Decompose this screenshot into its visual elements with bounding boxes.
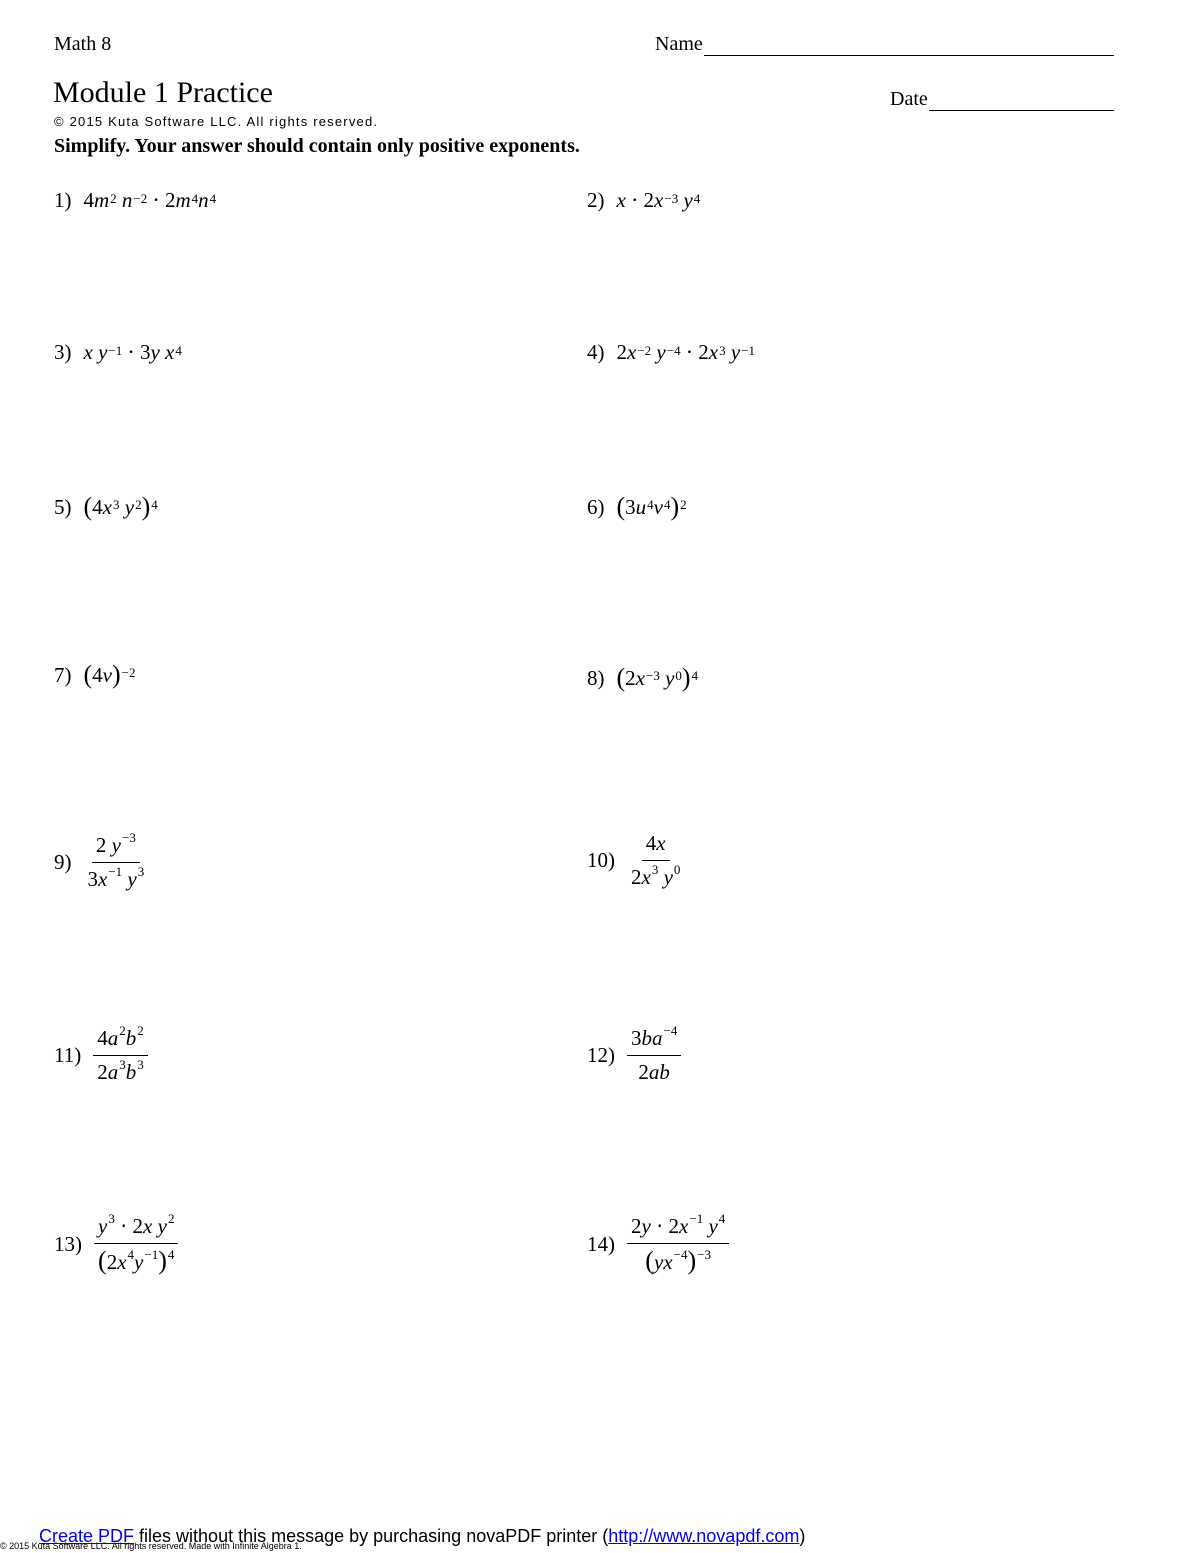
problem-10 bbox=[587, 829, 684, 892]
problem-expression: ( 4 x $^3$ y $^2$ ) $^4$ bbox=[83, 492, 158, 521]
name-blank-line[interactable] bbox=[704, 35, 1114, 56]
problem-1 bbox=[54, 188, 216, 213]
numerator: $3ba^{-4}$ bbox=[627, 1024, 681, 1056]
numerator: $4a^2b^2$ bbox=[93, 1024, 148, 1056]
copyright-notice: © 2015 Kuta Software LLC. All rights reserved. bbox=[54, 114, 379, 129]
name-field[interactable] bbox=[655, 33, 1114, 56]
numerator: $y^3 \cdot 2x$ $y^2$ bbox=[94, 1212, 178, 1244]
instructions: Simplify. Your answer should contain only positive exponents. bbox=[54, 135, 580, 157]
fraction bbox=[627, 829, 684, 892]
footer bbox=[0, 1522, 1200, 1553]
problem-expression: x ⋅ 2 x $^{-3}$ y $^4$ bbox=[616, 188, 701, 212]
novapdf-text: files without this message by purchasing novaPDF printer ( bbox=[134, 1526, 609, 1546]
novapdf-message bbox=[39, 1526, 805, 1547]
problem-number: 14) bbox=[587, 1232, 615, 1256]
date-field[interactable] bbox=[890, 88, 1114, 111]
worksheet-title: Module 1 Practice bbox=[53, 76, 273, 109]
fraction bbox=[94, 1212, 178, 1277]
denominator: 2ab bbox=[638, 1060, 670, 1084]
denominator: $2a^3b^3$ bbox=[97, 1057, 144, 1084]
novapdf-closing: ) bbox=[799, 1526, 806, 1546]
fraction bbox=[84, 831, 149, 894]
problem-expression: ( 3 u $^4$ v $^4$ ) $^2$ bbox=[616, 492, 687, 521]
numerator: 4x bbox=[642, 829, 670, 861]
problem-number: 13) bbox=[54, 1232, 82, 1256]
denominator: $2x^3$ $y^0$ bbox=[631, 862, 681, 889]
problem-3 bbox=[54, 340, 182, 365]
date-blank-line[interactable] bbox=[929, 90, 1114, 111]
problem-14 bbox=[587, 1212, 729, 1277]
denominator: $3x^{-1}$ $y^3$ bbox=[87, 864, 145, 891]
course-label: Math 8 bbox=[54, 33, 112, 55]
problem-expression: 4 m $^2$ n $^{-2}$ ⋅ 2 m $^4$ n $^4$ bbox=[83, 188, 217, 212]
problem-13 bbox=[54, 1212, 178, 1277]
problem-number: 7) bbox=[54, 662, 72, 687]
problem-number: 5) bbox=[54, 494, 72, 519]
fraction bbox=[627, 1212, 729, 1277]
date-label: Date bbox=[890, 88, 928, 110]
problem-expression: x y $^{-1}$ ⋅ 3 y x $^4$ bbox=[83, 340, 182, 364]
create-pdf-link[interactable]: Create PDF bbox=[39, 1526, 135, 1546]
denominator: $(2x^4y^{-1})^4$ bbox=[98, 1246, 175, 1275]
problem-expression: ( 2 x $^{-3}$ y $^0$ ) $^4$ bbox=[616, 663, 699, 692]
fraction bbox=[93, 1024, 148, 1087]
problem-number: 6) bbox=[587, 494, 605, 519]
problem-number: 9) bbox=[54, 850, 72, 874]
problem-number: 3) bbox=[54, 340, 72, 364]
problem-11 bbox=[54, 1024, 148, 1087]
problem-number: 11) bbox=[54, 1043, 82, 1067]
problem-expression: ( 4 v ) $^{-2}$ bbox=[83, 660, 136, 689]
problem-number: 4) bbox=[587, 340, 605, 364]
problem-number: 8) bbox=[587, 665, 605, 690]
numerator: 2 $y^{-3}$ bbox=[92, 831, 140, 863]
problem-8 bbox=[587, 665, 698, 691]
kuta-footer-note: © 2015 Kuta Software LLC. All rights reserved. Made with Infinite Algebra 1. bbox=[0, 1541, 302, 1551]
problem-6 bbox=[587, 494, 687, 520]
problem-12 bbox=[587, 1024, 681, 1087]
novapdf-url-link[interactable]: http://www.novapdf.com bbox=[608, 1526, 800, 1546]
problem-4 bbox=[587, 340, 755, 365]
denominator: $(yx^{-4})^{-3}$ bbox=[645, 1246, 711, 1275]
fraction bbox=[627, 1024, 681, 1087]
problem-number: 12) bbox=[587, 1043, 615, 1067]
problem-expression: 2 x $^{-2}$ y $^{-4}$ ⋅ 2 x $^3$ y $^{-1}$ bbox=[616, 340, 756, 364]
problem-number: 2) bbox=[587, 188, 605, 212]
problem-number: 10) bbox=[587, 848, 615, 872]
problem-2 bbox=[587, 188, 700, 213]
numerator: $2y \cdot 2x^{-1}$ $y^4$ bbox=[627, 1212, 729, 1244]
problem-5 bbox=[54, 494, 158, 520]
name-label: Name bbox=[655, 33, 703, 55]
problem-9 bbox=[54, 831, 148, 894]
problem-7 bbox=[54, 662, 136, 688]
problem-number: 1) bbox=[54, 188, 72, 212]
